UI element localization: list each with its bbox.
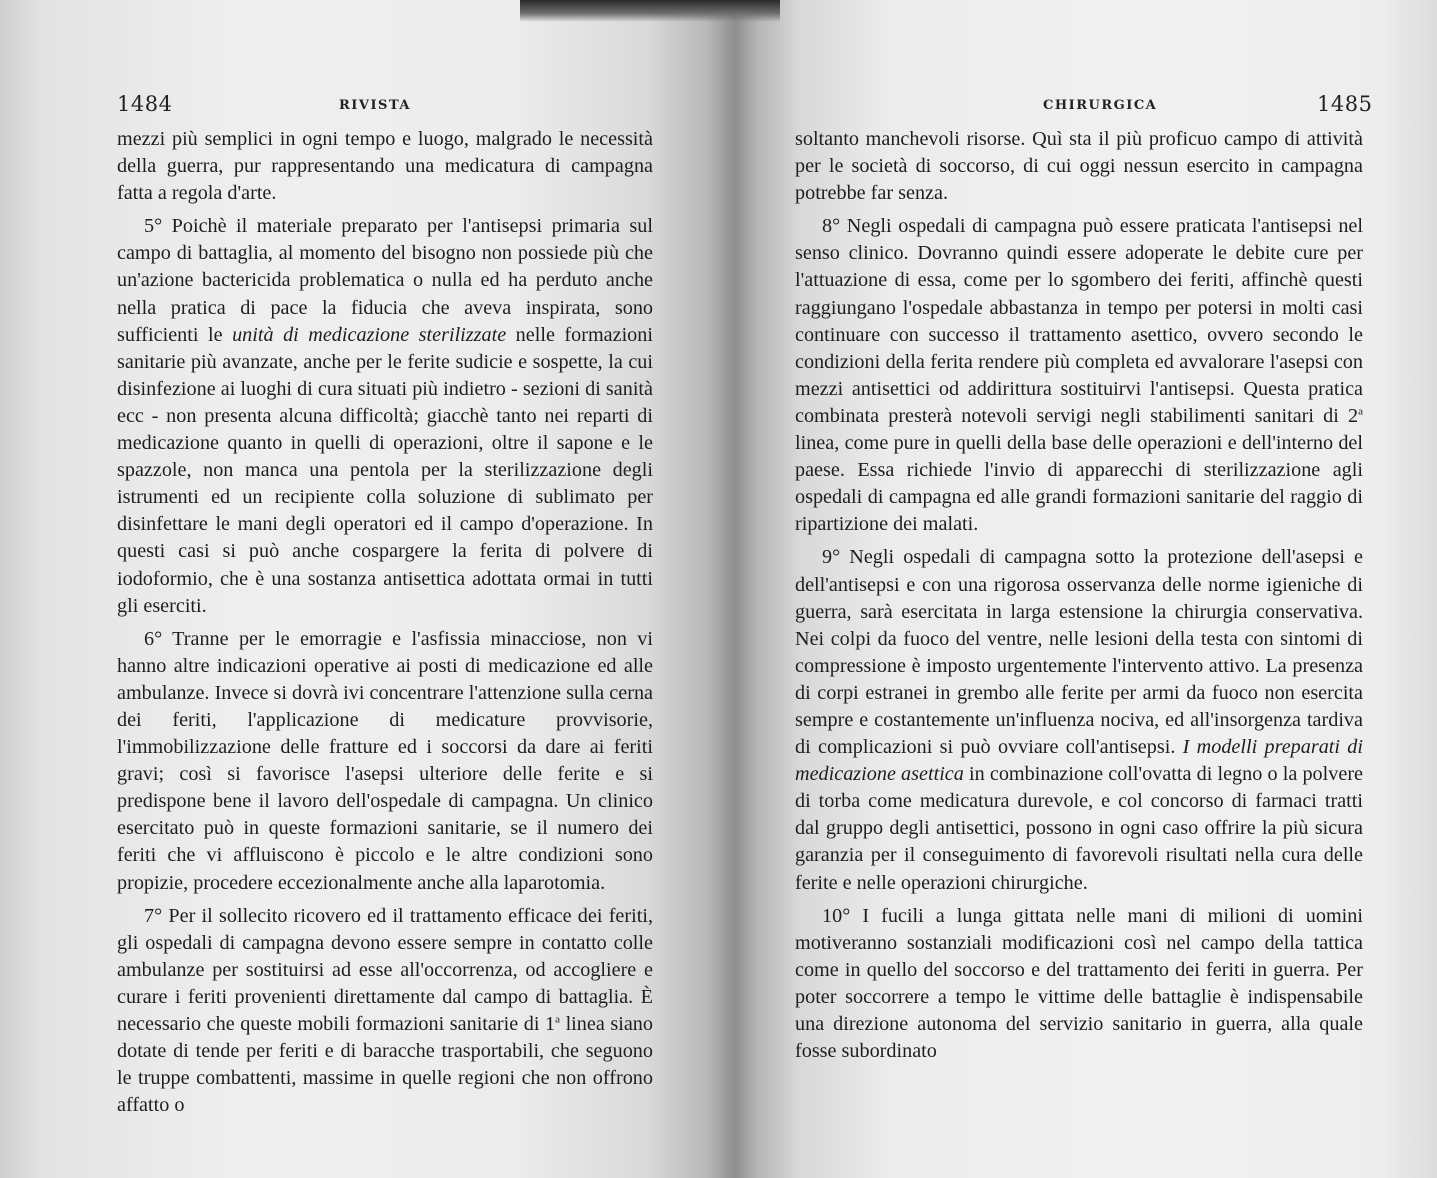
paragraph xyxy=(117,626,653,897)
superscript: a xyxy=(1358,405,1363,418)
paragraph-text: 7° Per il sollecito ricovero ed il trattamento efficace dei feriti, gli ospedali di campagna devono essere sempre in contatto colle ambulanze per sostituirsi ad esse all'occorrenza, od accogliere e curare i feriti provenienti direttamente dal campo di battaglia. È necessario che queste mobili formazioni sanitarie di 1 xyxy=(117,904,653,1035)
paragraph-text: mezzi più semplici in ogni tempo e luogo, malgrado le necessità della guerra, pur rappresentando una medicatura di campagna fatta a regola d'arte. xyxy=(117,128,653,205)
paragraph-text: 9° Negli ospedali di campagna sotto la protezione dell'asepsi e dell'antisepsi e con una rigorosa osservanza delle norme igieniche di guerra, sarà esercitata in larga estensione la chirurgia conservativa. Nei colpi da fuoco del ventre, nelle lesioni della testa con sintomi di compressione è imposto urgentemente l'intervento attivo. La presenza di corpi estranei in grembo alle ferite per armi da fuoco non esercita sempre e costantemente un'influenza nociva, ed all'insorgenza tardiva di complicazioni si può ovviare coll'antisepsi. xyxy=(795,546,1363,759)
paragraph-text: nelle formazioni sanitarie più avanzate, anche per le ferite sudicie e sospette, la cui disinfezione ai luoghi di cura situati più indietro - sezioni di sanità ecc - non presenta alcuna difficoltà; giacchè tanto nei reparti di medicazione quanto in quelli di operazioni, oltre il sapone e le spazzole, non manca una pentola per la sterilizzazione degli istrumenti ed un recipiente colla soluzione di sublimato per disinfettare le mani degli operatori ed il campo d'operazione. In questi casi si può anche cospargere la ferita di polvere di iodoformio, che è una sostanza antisettica adottata ormai in tutti gli eserciti. xyxy=(117,323,653,617)
paragraph xyxy=(795,126,1363,207)
paragraph-text: in combinazione coll'ovatta di legno o la polvere di torba come medicatura durevole, e col concorso di farmaci tratti dal gruppo degli antisettici, possono in ogni caso offrire la più sicura garanzia per il conseguimento di favorevoli risultati nella cura delle ferite e nelle operazioni chirurgiche. xyxy=(795,763,1363,894)
right-page-body xyxy=(795,126,1363,1065)
page-number: 1484 xyxy=(117,92,173,116)
paragraph xyxy=(117,903,653,1120)
running-title: RIVISTA xyxy=(339,98,411,113)
paragraph-text: 5° Poichè il materiale preparato per l'antisepsi primaria sul campo di battaglia, al momento del bisogno non possiede più che un'azione bactericida problematica o nulla ed ha perduto anche nella pratica di pace la fiducia che aveva inspirata, sono sufficienti le xyxy=(117,215,653,346)
paragraph-text: 6° Tranne per le emorragie e l'asfissia minacciose, non vi hanno altre indicazioni operative ai posti di medicazione ed alle ambulanze. Invece si dovrà ivi concentrare l'attenzione sulla cerna dei feriti, l'applicazione di medicature provvisorie, l'immobilizzazione delle fratture ed i soccorsi da dare ai feriti gravi; così si favorisce l'asepsi ulteriore delle ferite e si predispone bene il lavoro dell'ospedale di campagna. Un clinico esercitato può in queste formazioni sanitarie, se il numero dei feriti che vi affluiscono è piccolo e le altre condizioni sono propizie, procedere eccezionalmente anche alla laparotomia. xyxy=(117,627,653,894)
binding-shadow xyxy=(520,0,780,22)
italic-phrase: unità di medicazione sterilizzate xyxy=(232,323,507,346)
paragraph xyxy=(795,544,1363,896)
left-page-body xyxy=(117,126,653,1119)
right-page xyxy=(736,0,1437,1178)
running-title: CHIRURGICA xyxy=(1043,98,1158,113)
italic-phrase: I modelli preparati di medicazione asettica xyxy=(795,736,1364,786)
paragraph xyxy=(795,213,1363,538)
paragraph-text: linea, come pure in quelli della base delle operazioni e dell'interno del paese. Essa richiede l'invio di apparecchi di sterilizzazione agli ospedali di campagna ed alle grandi formazioni sanitarie del raggio di ripartizione dei malati. xyxy=(795,432,1363,536)
paragraph xyxy=(117,126,653,207)
paragraph-text: soltanto manchevoli risorse. Quì sta il più proficuo campo di attività per le società di soccorso, di cui oggi nessun esercito in campagna potrebbe far senza. xyxy=(795,128,1363,205)
paragraph xyxy=(795,903,1363,1066)
page-number: 1485 xyxy=(1317,92,1373,116)
paragraph-text: linea siano dotate di tende per feriti e di baracche trasportabili, che seguono le truppe combattenti, massime in quelle regioni che non offrono affatto o xyxy=(117,1013,653,1117)
superscript: a xyxy=(555,1013,560,1026)
paragraph-text: 8° Negli ospedali di campagna può essere praticata l'antisepsi nel senso clinico. Dovranno quindi essere adoperate le debite cure per l'attuazione di essa, come per lo sgombero dei feriti, affinchè questi raggiungano l'ospedale abbastanza in tempo per potersi in molti casi continuare con successo il trattamento asettico, ovvero secondo le condizioni della ferita rendere più completa ed avvalorare l'asepsi con mezzi antisettici od addirittura sostituirvi l'antisepsi. Questa pratica combinata presterà notevoli servigi negli stabilimenti sanitari di 2 xyxy=(795,215,1363,427)
paragraph xyxy=(117,213,653,619)
paragraph-text: 10° I fucili a lunga gittata nelle mani di milioni di uomini motiveranno sostanziali modificazioni così nel campo della tattica come in quello del soccorso e del trattamento dei feriti in guerra. Per poter soccorrere a tempo le vittime delle battaglie è indispensabile una direzione autonoma del servizio sanitario in guerra, alla quale fosse subordinato xyxy=(795,904,1363,1063)
